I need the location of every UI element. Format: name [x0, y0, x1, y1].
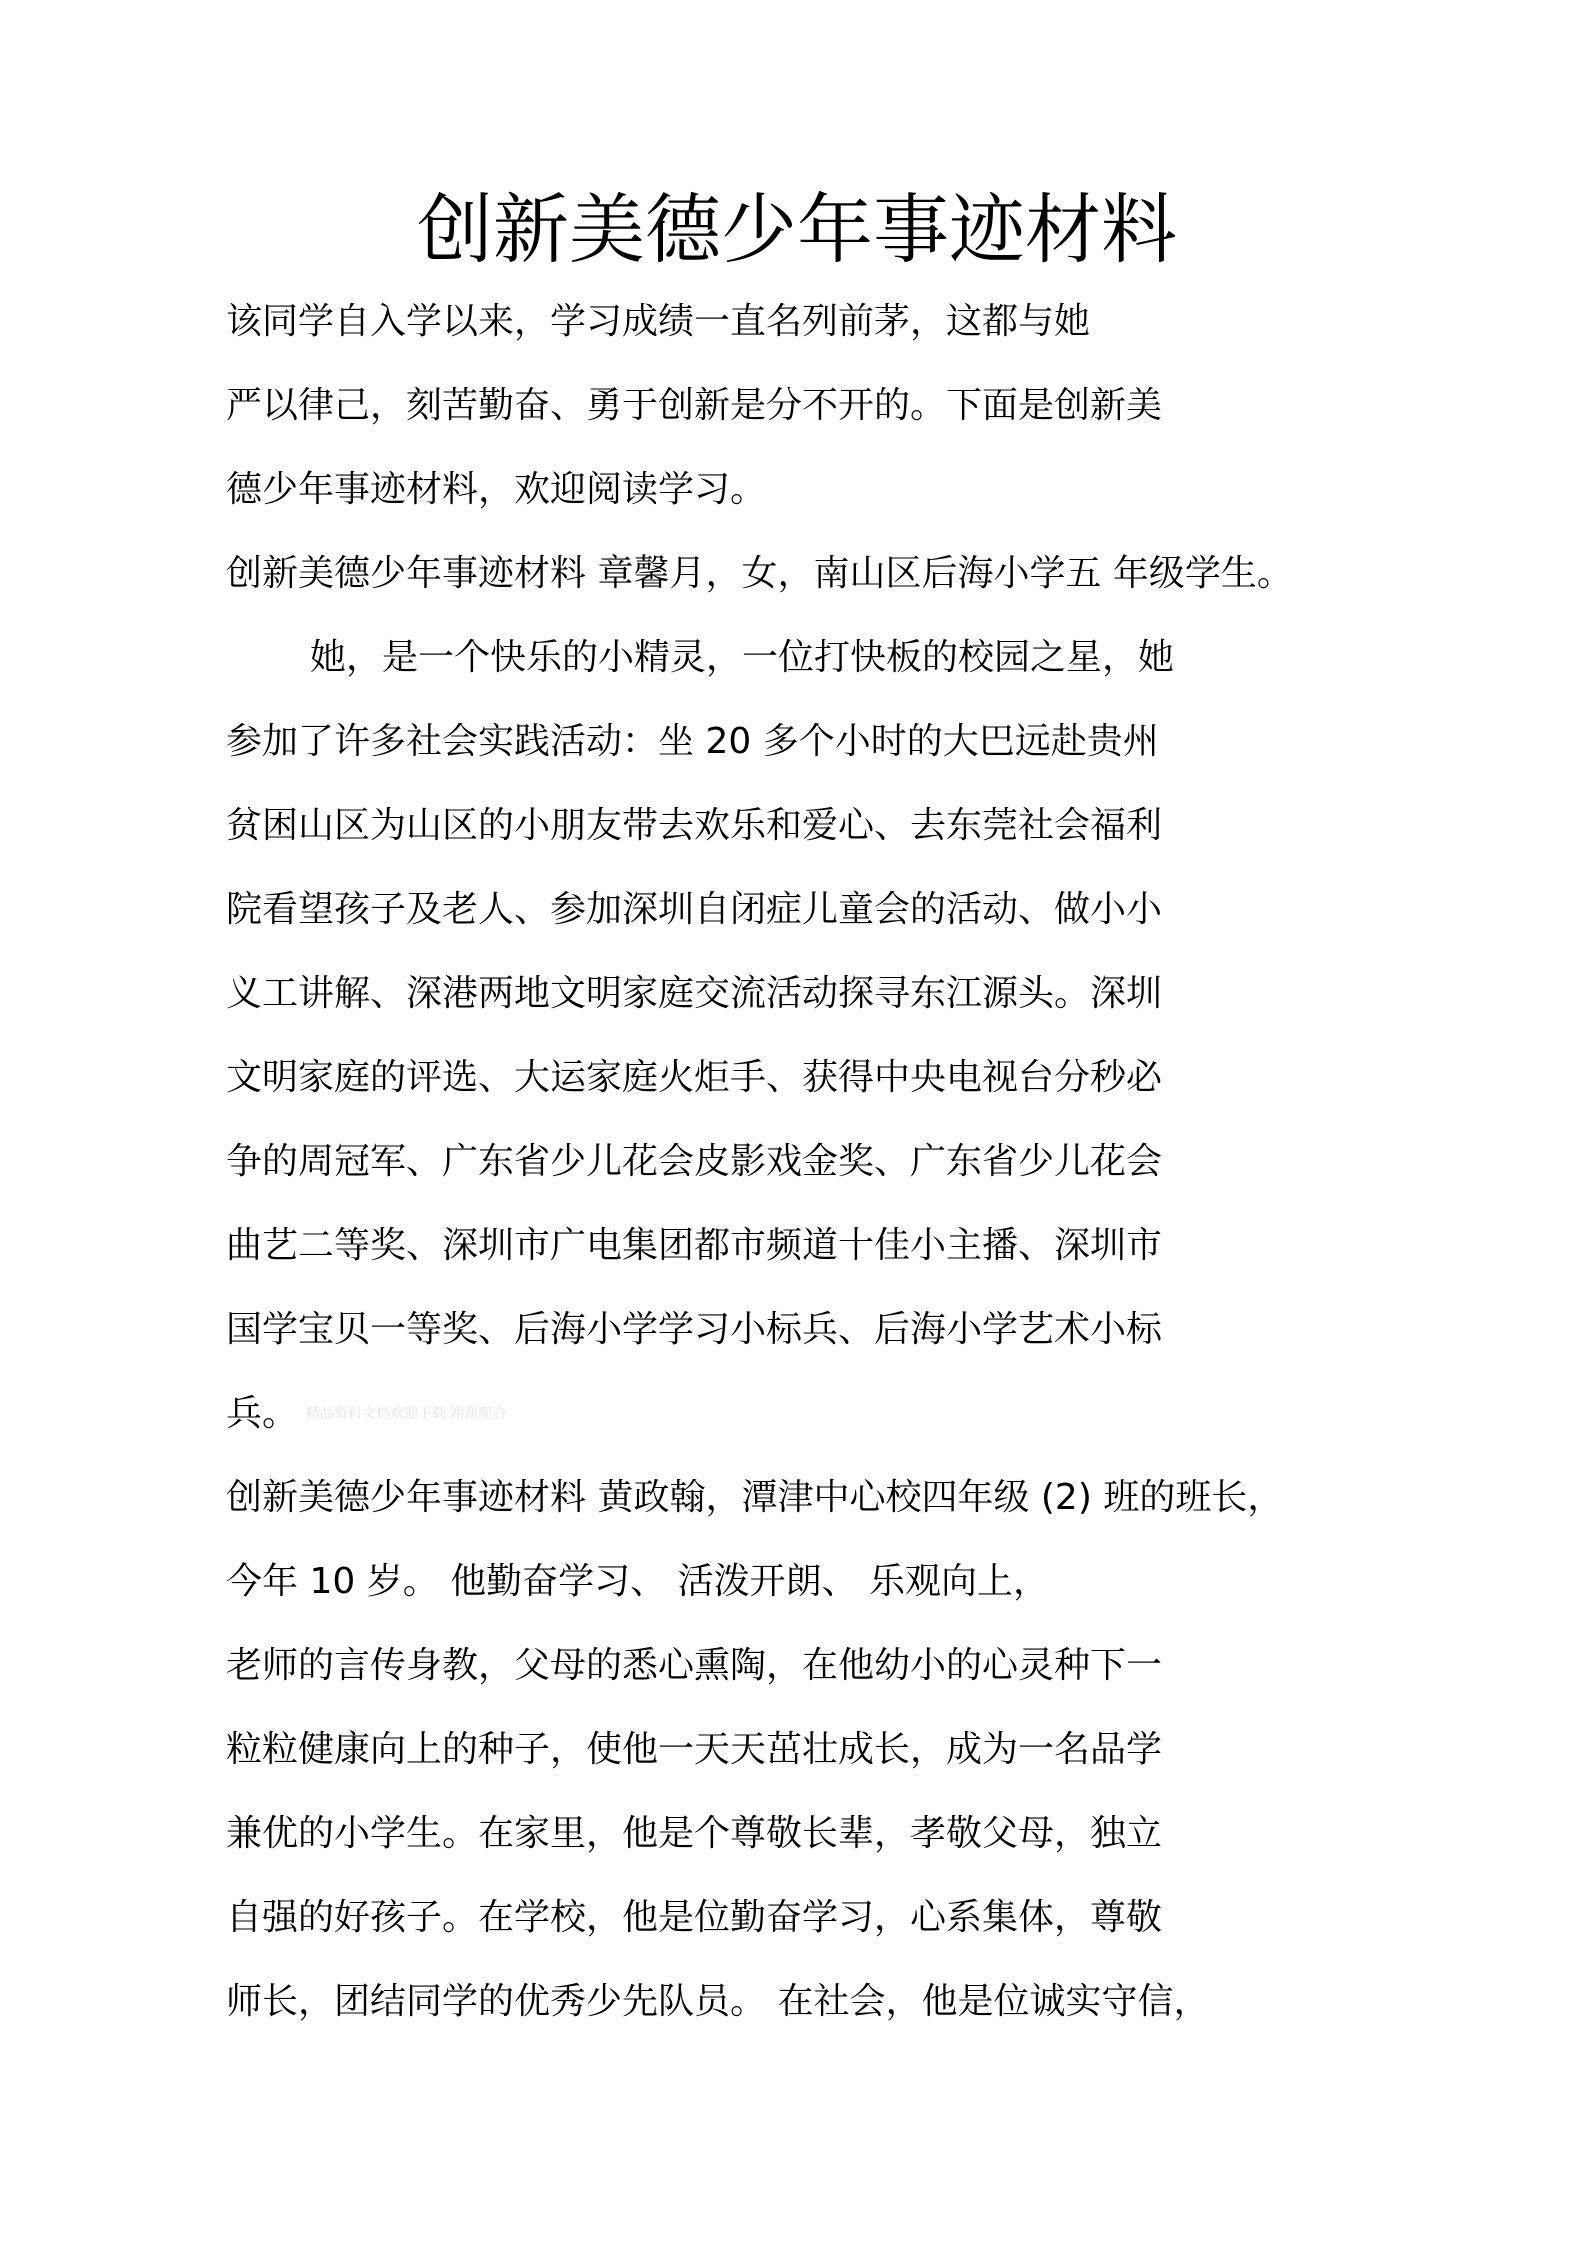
paragraph-line: 义工讲解、深港两地文明家庭交流活动探寻东江源头。深圳 [226, 973, 1163, 1014]
paragraph-line: 粒粒健康向上的种子，使他一天天茁壮成长，成为一名品学 [226, 1729, 1163, 1770]
paragraph-line-with-watermark [226, 1372, 1386, 1456]
document-body [226, 280, 1386, 2044]
paragraph-line: 曲艺二等奖、深圳市广电集团都市频道十佳小主播、深圳市 [226, 1225, 1163, 1266]
paragraph-line: 老师的言传身教，父母的悉心熏陶，在他幼小的心灵种下一 [226, 1645, 1163, 1686]
paragraph-line: 她，是一个快乐的小精灵，一位打快板的校园之星，她 [310, 637, 1175, 678]
paragraph-line: 参加了许多社会实践活动：坐 20 多个小时的大巴远赴贵州 [226, 721, 1159, 762]
paragraph-line: 师长，团结同学的优秀少先队员。 在社会，他是位诚实守信， [226, 1981, 1210, 2022]
paragraph-line: 兼优的小学生。在家里，他是个尊敬长辈，孝敬父母，独立 [226, 1813, 1163, 1854]
paragraph-line: 院看望孩子及老人、参加深圳自闭症儿童会的活动、做小小 [226, 889, 1163, 930]
paragraph-line: 贫困山区为山区的小朋友带去欢乐和爱心、去东莞社会福利 [226, 805, 1163, 846]
paragraph-line: 德少年事迹材料，欢迎阅读学习。 [226, 469, 767, 510]
paragraph-line: 文明家庭的评选、大运家庭火炬手、获得中央电视台分秒必 [226, 1057, 1163, 1098]
paragraph-line: 国学宝贝一等奖、后海小学学习小标兵、后海小学艺术小标 [226, 1309, 1163, 1350]
paragraph-line: 创新美德少年事迹材料 黄政翰，潭津中心校四年级 (2) 班的班长， [226, 1477, 1284, 1518]
watermark-text: 精品资料文档欢迎下载 谢谢配合 [306, 1406, 507, 1422]
paragraph-line: 今年 10 岁。 他勤奋学习、 活泼开朗、 乐观向上， [226, 1561, 1050, 1602]
document-title: 创新美德少年事迹材料 [417, 185, 1177, 274]
paragraph-line: 自强的好孩子。在学校，他是位勤奋学习，心系集体，尊敬 [226, 1897, 1163, 1938]
paragraph-line: 严以律己，刻苦勤奋、勇于创新是分不开的。下面是创新美 [226, 385, 1163, 426]
paragraph-line: 争的周冠军、广东省少儿花会皮影戏金奖、广东省少儿花会 [226, 1141, 1163, 1182]
paragraph-line: 创新美德少年事迹材料 章馨月，女，南山区后海小学五 年级学生。 [226, 553, 1293, 594]
paragraph-line: 该同学自入学以来，学习成绩一直名列前茅，这都与她 [226, 301, 1091, 342]
paragraph-line-text: 兵。 [226, 1393, 299, 1434]
